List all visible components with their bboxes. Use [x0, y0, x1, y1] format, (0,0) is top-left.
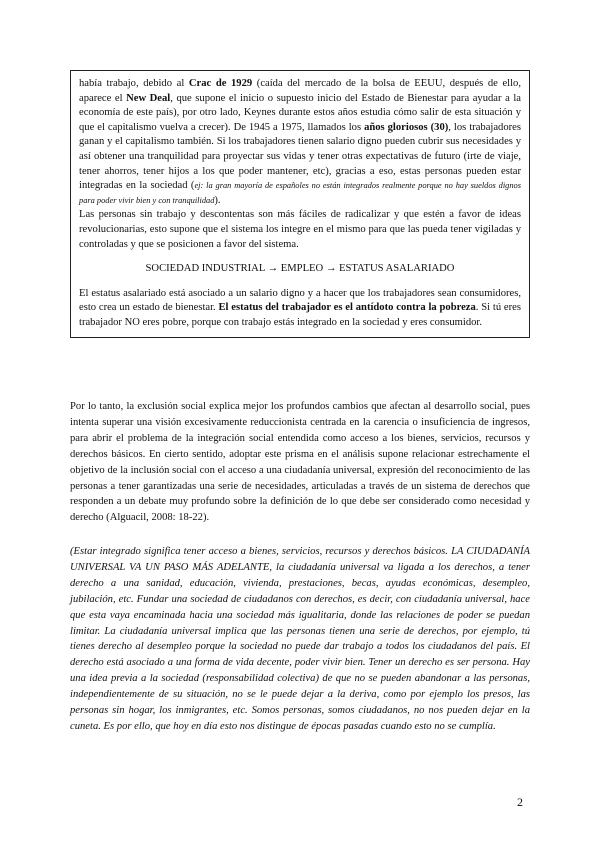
italic-paragraph: (Estar integrado significa tener acceso a bienes, servicios, recursos y derechos básicos. LA CIUDADANÍA UNIVERSAL VA UN PASO MÁS ADELANTE, la ciudadanía universal va ligada a los derechos, a tener derecho a una sanidad, educación, vivienda, prestaciones, becas, ayudas económicas, desempleo, jubilación, etc. Fundar una sociedad de ciudadanos con derechos, es decir, con ciudadanía universal, hace que esta vaya encaminada hacia una sociedad más igualitaria, donde las relaciones de poder se puedan limitar. La ciudadanía universal implica que las personas tienen una serie de derechos, por ejemplo, tú tienes derecho al desempleo porque la sociedad no puede dar trabajo a todos los ciudadanos del país. El derecho está asociado a una forma de vida decente, poder vivir bien. Tener un derecho es ser persona. Hay una idea previa a la sociedad (responsabilidad colectiva) de que no se pueden abandonar a las personas, independientemente de su situación, no se le puede dejar a la deriva, como por ejemplo los presos, las personas sin hogar, los inmigrantes, etc. Somos personas, somos ciudadanos, no nos pueden dejar en la cuneta. Es por ello, que hoy en día esto nos distingue de épocas pasadas cuando esto no se cumplía.: [70, 546, 530, 732]
box-centered-chain: SOCIEDAD INDUSTRIAL → EMPLEO → ESTATUS ASALARIADO: [145, 263, 455, 275]
bold-antidote: El estatus del trabajador es el antídoto contra la pobreza: [218, 302, 476, 314]
bold-new-deal: New Deal: [126, 92, 171, 104]
italic-example-note: ej: la gran mayoría de españoles no están integrados realmente porque no hay sueldos dignos para poder vivir bien y con tranquilidad: [79, 181, 521, 205]
boxed-notes: [70, 70, 530, 338]
box-paragraph-history: había trabajo, debido al Crac de 1929 (caída del mercado de la bolsa de EEUU, después de ello, aparece el New Deal, que supone el inicio o supuesto inicio del Estado de Bienestar para ayudar a la economía de este país), por otro lado, Keynes durante estos años estudia cómo salir de esta situación y que el capitalismo vuelva a crecer). De 1945 a 1975, llamados los años gloriosos (30), los trabajadores ganan y el capitalismo también. Si los trabajadores tienen salario digno pueden cubrir sus necesidades y así obtener una tranquilidad para proyectar sus vidas y tener otras expectativas de futuro (irte de viaje, tener ahorros, tener hijos a los que poder mantener, etc), gracias a eso, estas personas pueden estar integradas en la sociedad (ej: la gran mayoría de españoles no están integrados realmente porque no hay sueldos dignos para poder vivir bien y con tranquilidad).: [79, 78, 522, 206]
body-paragraph: Por lo tanto, la exclusión social explica mejor los profundos cambios que afectan al desarrollo social, pues intenta superar una visión excesivamente reduccionista centrada en la carencia o insuficiencia de ingresos, para abrir el problema de la integración social entendida como acceso a los bienes, servicios, recursos y derechos básicos. En cierto sentido, adoptar este prisma en el análisis supone relacionar estrechamente el objetivo de la inclusión social con el acceso a una ciudadanía universal, expresión del reconocimiento de las personas a tener garantizadas una serie de necesidades, articuladas a través de un sistema de derechos que responden a un debate muy profundo sobre la definición de lo que debe ser considerado como necesidad y derecho (Alguacil, 2008: 18-22).: [70, 401, 530, 524]
bold-crac-1929: Crac de 1929: [188, 78, 253, 89]
bold-anos-gloriosos: años gloriosos (30): [364, 121, 449, 133]
page-number: 2: [517, 795, 523, 809]
box-paragraph-salaried-status: El estatus asalariado está asociado a un salario digno y a hacer que los trabajadores sean consumidores, esto crea un estado de bienestar. El estatus del trabajador es el antídoto contra la pobreza. Si tú eres trabajador NO eres pobre, porque con trabajo estás integrado en la sociedad y eres consumidor.: [79, 287, 521, 328]
box-paragraph-radicalization: Las personas sin trabajo y descontentas son más fáciles de radicalizar y que estén a favor de ideas revolucionarias, esto supone que el sistema los integre en el mismo para que las pueda tener vigiladas y controladas y que se posicionen a favor del sistema.: [79, 209, 521, 250]
